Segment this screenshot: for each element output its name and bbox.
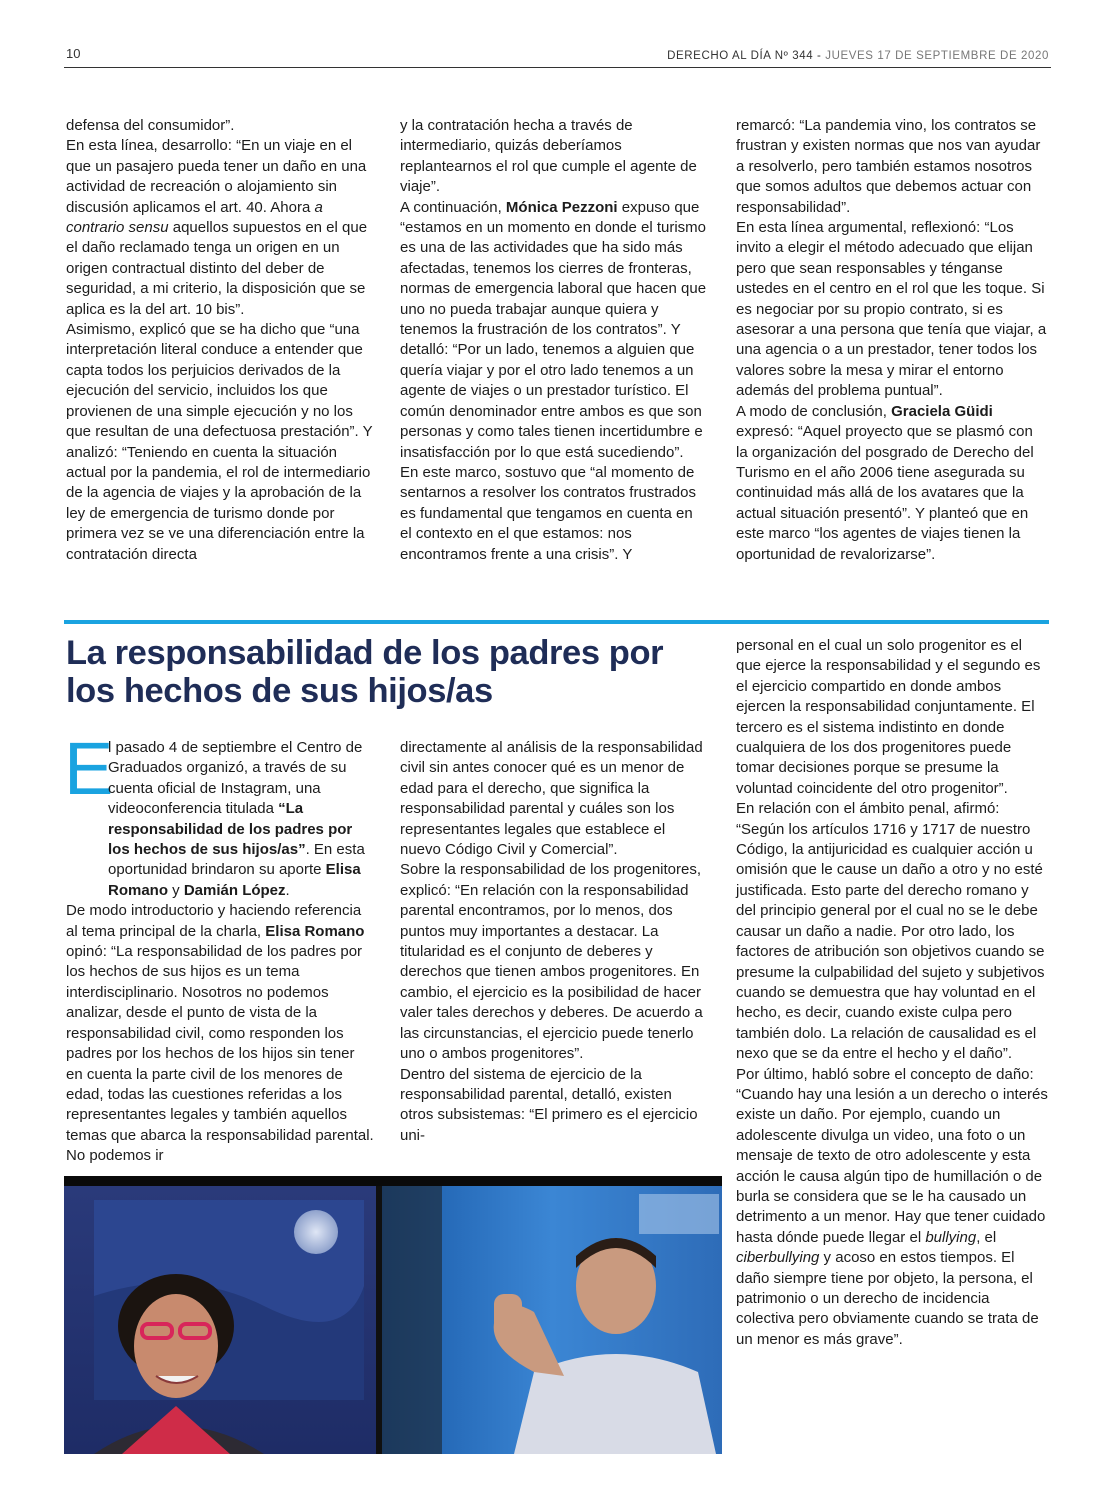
italic-text: bullying <box>925 1228 977 1246</box>
videoconference-photo <box>64 1176 722 1454</box>
text-run: y acoso en estos tiempos. El daño siempre tiene por objeto, la persona, el patrimonio o un derecho de incidencia colectiva pero obviamente cuando se trata de un menor es más grave”. <box>736 1249 1039 1348</box>
speaker-name: Elisa Romano <box>108 861 361 899</box>
text-run: expuso que “estamos en un momento en donde el turismo es una de las actividades que ha sido más afectadas, tenemos los cierres de fronteras, normas de emergencia laboral que hacen que uno no pueda trabajar aunque quiera y tenemos la frustración de los contratos”. Y detalló: “Por un lado, tenemos a alguien que quería viajar y por el otro lado tenemos a un agente de viajes o un prestador turístico. El común denominador entre ambos es que son personas y como tales tienen incertidumbre e insatisfacción por lo que está sucediendo”. <box>400 198 707 461</box>
section-divider <box>64 620 1049 624</box>
text-run: l pasado 4 de septiembre el Centro de Graduados organizó, a través de su cuenta oficial de Instagram, una videoconferencia titulada <box>108 739 363 818</box>
paragraph <box>66 136 374 320</box>
article-headline: La responsabilidad de los padres por los hechos de sus hijos/as <box>66 634 664 710</box>
videoconference-illustration <box>64 1176 722 1454</box>
article-column-1 <box>66 738 374 1167</box>
paragraph: Dentro del sistema de ejercicio de la responsabilidad parental, detalló, existen otros subsistemas: “El primero es el ejercicio uni- <box>400 1065 698 1144</box>
text-run: Por último, habló sobre el concepto de daño: “Cuando hay una lesión a un derecho o interés existe un daño. Por ejemplo, cuando un adolescente divulga un video, una foto o un mensaje de texto de otro adolescente y esta acción le causa algún tipo de humillación o de burla se considera que se le ha causado un detrimento a un menor. Hay que tener cuidado hasta dónde puede llegar el <box>736 1065 1048 1246</box>
article-column-3 <box>736 636 1048 1350</box>
paragraph: Sobre la responsabilidad de los progenitores, explicó: “En relación con la responsabilidad parental encontramos, por lo menos, dos puntos muy importantes a destacar. La titularidad es el conjunto de deberes y derechos que tienen ambos progenitores. En cambio, el ejercicio es la posibilidad de hacer valer tales derechos y deberes. De acuerdo a las circunstancias, el ejercicio puede tenerlo uno o ambos progenitores”. <box>400 861 703 1063</box>
text-run: aquellos supuestos en el que el daño reclamado tenga un origen en un origen contractual distinto del deber de seguridad, a mi criterio, la disposición que se aplica es la del art. 10 bis”. <box>66 219 368 318</box>
text-run: opinó: “La responsabilidad de los padres por los hechos de sus hijos es un tema interdisciplinario. Nosotros no podemos analizar, desde el punto de vista de la responsabilidad civil, como responden los padres por los hechos de los hijos sin tener en cuenta la parte civil de los menores de edad, todas las cuestiones referidas a los representantes legales y también aquellos temas que abarca la responsabilidad parental. No podemos ir <box>66 943 374 1165</box>
paragraph: y la contratación hecha a través de intermediario, quizás deberíamos replantearnos el rol que cumple el agente de viaje”. <box>400 117 697 196</box>
paragraph: remarcó: “La pandemia vino, los contratos se frustran y existen normas que nos van ayudar a resolverlo, pero también estamos nosotros que somos adultos que debemos actuar con responsabilidad”. <box>736 117 1041 216</box>
drop-cap: E <box>64 727 114 810</box>
running-head <box>667 50 1049 62</box>
top-column-1 <box>66 116 374 565</box>
text-run: . En esta oportunidad brindaron su aporte <box>108 841 365 879</box>
top-column-3 <box>736 116 1048 565</box>
italic-text: ciberbullying <box>736 1249 820 1267</box>
text-run: . <box>285 881 290 899</box>
text-run: , el <box>976 1228 997 1246</box>
speaker-name: Mónica Pezzoni <box>505 198 618 216</box>
paragraph: directamente al análisis de la responsabilidad civil sin antes conocer qué es un menor de edad para el derecho, que significa la responsabilidad parental y cuáles son los representantes legales que establece el nuevo Código Civil y Comercial”. <box>400 739 703 859</box>
page-number: 10 <box>66 46 81 61</box>
text-run: y <box>168 881 184 899</box>
paragraph: En relación con el ámbito penal, afirmó: “Según los artículos 1716 y 1717 de nuestro Código, la antijuricidad es cualquier acción u omisión que le cause un daño a otro y no esté justificada. Esto parte del derecho romano y del principio general por el cual no se le debe causar un daño a nadie. Por otro lado, los factores de atribución son objetivos cuando se presume la culpabilidad del sujeto y subjetivos cuando se demuestra que hay voluntad en el hecho, es decir, cuando existe culpa pero también dolo. La relación de causalidad es el nexo que se da entre el hecho y el daño”. <box>736 800 1045 1063</box>
speaker-name: Damián López <box>183 881 286 899</box>
text-run: A modo de conclusión, <box>736 402 892 420</box>
paragraph: En este marco, sostuvo que “al momento de sentarnos a resolver los contratos frustrados es fundamental que tengamos en cuenta en el contexto en el que estamos: nos encontramos frente a una crisis”. Y <box>400 463 696 563</box>
italic-text: a contrario sensu <box>66 198 323 237</box>
paragraph <box>400 198 708 463</box>
speaker-name: Graciela Güidi <box>891 402 993 420</box>
paragraph: Asimismo, explicó que se ha dicho que “una interpretación literal conduce a entender que capta todos los perjuicios derivados de la ejecución del servicio, incluidos los que provienen de una simple ejecución y no los que resultan de una defectuosa prestación”. Y analizó: “Teniendo en cuenta la situación actual por la pandemia, el rol de intermediario de la agencia de viajes y la aprobación de la ley de emergencia de turismo donde por primera vez se ve una diferenciación entre la contratación directa <box>66 321 373 563</box>
publication-date: JUEVES 17 DE SEPTIEMBRE DE 2020 <box>825 50 1049 62</box>
paragraph: defensa del consumidor”. <box>66 117 235 134</box>
paragraph <box>736 402 1048 565</box>
paragraph <box>66 738 374 901</box>
text-run: En esta línea, desarrollo: “En un viaje en el que un pasajero pueda tener un daño en una actividad de recreación o alojamiento sin discusión aplicamos el art. 40. Ahora <box>66 137 367 216</box>
top-column-2 <box>400 116 708 565</box>
article-column-2 <box>400 738 708 1146</box>
event-title: “La responsabilidad de los padres por los hechos de sus hijos/as” <box>108 800 353 859</box>
text-run: A continuación, <box>400 198 506 216</box>
text-run: De modo introductorio y haciendo referencia al tema principal de la charla, <box>66 902 362 940</box>
paragraph: En esta línea argumental, reflexionó: “Los invito a elegir el método adecuado que elijan pero que sean responsables y ténganse ustedes en el centro en el rol que les toque. Si es negociar por su propio contrato, si es asesorar a una persona que tenía que viajar, a una agencia o a un prestador, tener todos los valores sobre la mesa y mirar el entorno además del problema puntual”. <box>736 219 1047 400</box>
header-rule <box>64 67 1051 68</box>
publication-name: DERECHO AL DÍA Nº 344 - <box>667 50 822 62</box>
paragraph: personal en el cual un solo progenitor es el que ejerce la responsabilidad y el segundo es el ejercicio compartido en donde ambos ejercen la responsabilidad conjuntamente. El tercero es el sistema indistinto en donde cualquiera de los dos progenitores puede tomar decisiones porque se presume la voluntad coincidente del otro progenitor”. <box>736 637 1041 797</box>
speaker-name: Elisa Romano <box>265 922 365 940</box>
paragraph <box>736 1065 1048 1351</box>
text-run: expresó: “Aquel proyecto que se plasmó con la organización del posgrado de Derecho del Turismo en el año 2006 tiene asegurada su continuidad más allá de los avatares que la actual situación presentó”. Y planteó que en este marco “los agentes de viajes tienen la oportunidad de revalorizarse”. <box>736 423 1034 563</box>
paragraph <box>66 901 374 1166</box>
